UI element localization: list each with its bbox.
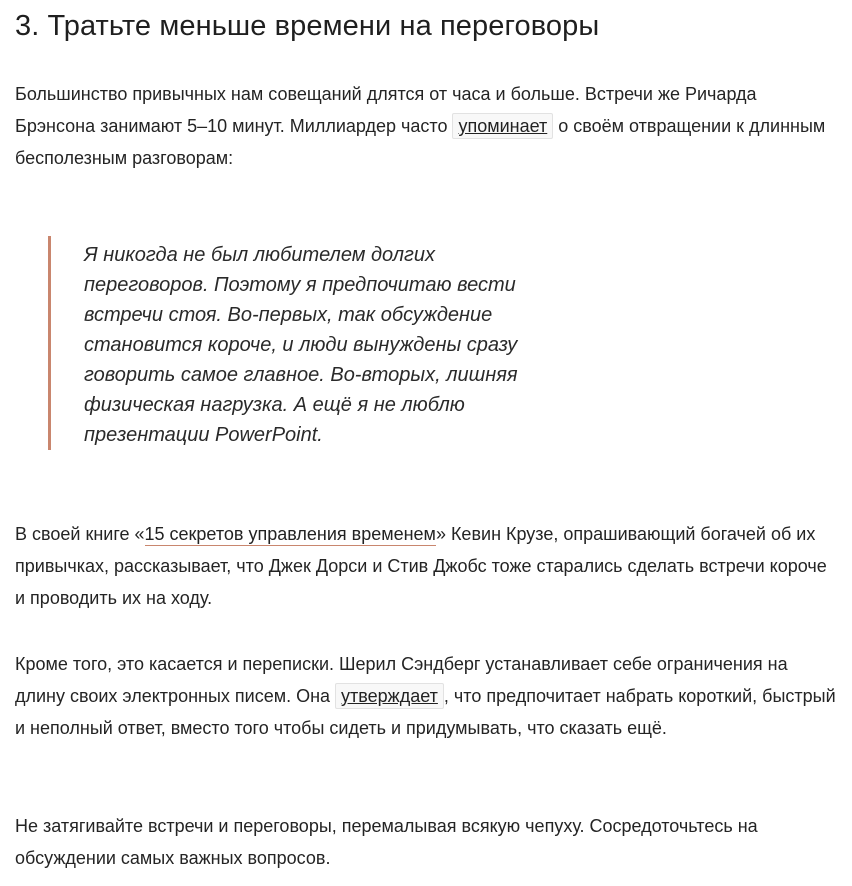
blockquote (48, 236, 568, 450)
paragraph-text: В своей книге « (15, 524, 145, 544)
paragraph-sandberg-email (15, 648, 840, 744)
quote-text: Я никогда не был любителем долгих переговоров. Поэтому я предпочитаю вести встречи стоя. Во-первых, так обсуждение становится короче, и люди вынуждены сразу говорить самое главное. Во-вторых, лишняя физическая нагрузка. А ещё я не люблю презентации PowerPoint. (84, 244, 518, 446)
paragraph-text: » Кевин Крузе, опрашивающий богачей об их привычках, рассказывает, что Джек Дорси и Стив Джобс тоже старались сделать встречи короче и проводить их на ходу. (15, 524, 827, 608)
paragraph-text: Кроме того, это касается и переписки. Шерил Сэндберг устанавливает себе ограничения на длину своих электронных писем. Она (15, 654, 788, 706)
link-book-title[interactable]: 15 секретов управления временем (144, 524, 436, 544)
link-mentions[interactable]: упоминает (452, 113, 553, 139)
link-claims[interactable]: утверждает (335, 683, 444, 709)
paragraph-text: , что предпочитает набрать короткий, быстрый и неполный ответ, вместо того чтобы сидеть и придумывать, что сказать ещё. (15, 686, 836, 738)
paragraph-branson-meetings (15, 78, 840, 174)
paragraph-conclusion: Не затягивайте встречи и переговоры, перемалывая всякую чепуху. Сосредоточьтесь на обсуждении самых важных вопросов. (15, 816, 758, 868)
section-heading: 3. Тратьте меньше времени на переговоры (15, 10, 600, 42)
paragraph-text: о своём отвращении к длинным бесполезным разговорам: (15, 116, 826, 168)
paragraph-kruse-book (15, 518, 840, 614)
paragraph-text: Большинство привычных нам совещаний длятся от часа и больше. Встречи же Ричарда Брэнсона занимают 5–10 минут. Миллиардер часто (15, 84, 757, 136)
